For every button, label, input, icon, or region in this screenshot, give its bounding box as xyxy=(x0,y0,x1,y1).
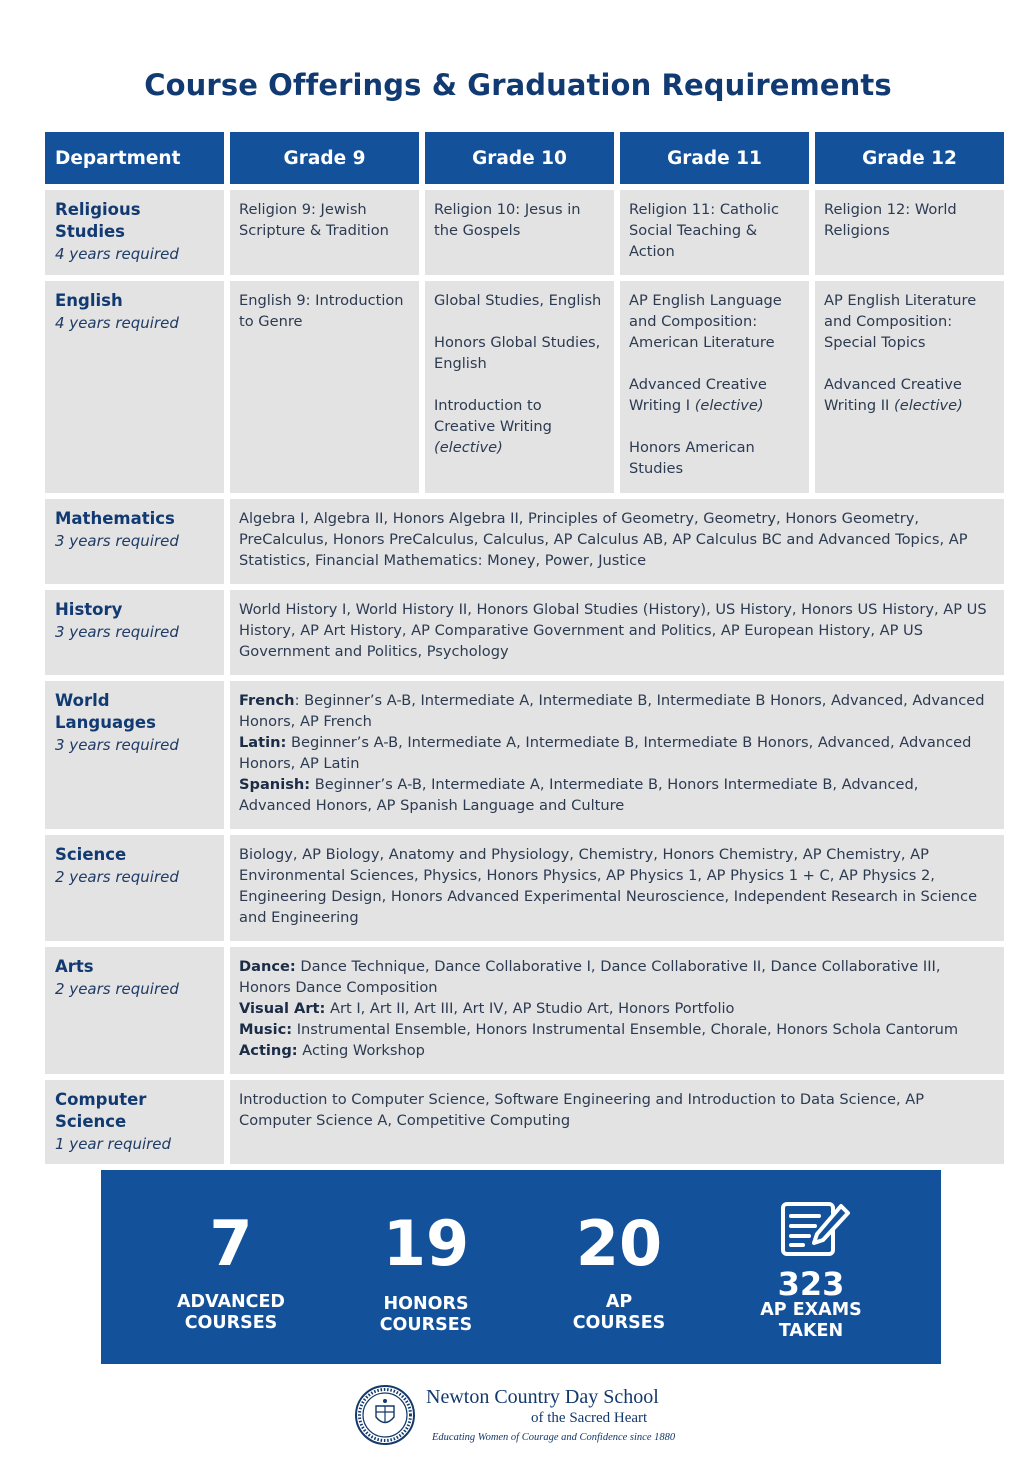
stat-label-line: COURSES xyxy=(572,1313,666,1333)
courses-cell xyxy=(230,681,1004,829)
header-grade-12: Grade 12 xyxy=(815,132,1004,184)
elective-note: (elective) xyxy=(434,439,503,456)
row-world-languages xyxy=(45,681,1004,829)
stat-number: 323 xyxy=(777,1265,845,1303)
dept-requirement: 1 year required xyxy=(55,1135,172,1153)
courses-cell: Biology, AP Biology, Anatomy and Physiology, Chemistry, Honors Chemistry, AP Chemistry, AP Environmental Sciences, Physics, Honors Physics, AP Physics 1, AP Physics 1 + C, AP Physics 2, Engineering Design, Honors Advanced Experimental Neuroscience, Independent Research in Science and Engineering xyxy=(230,835,1004,941)
row-computer-science xyxy=(45,1080,1004,1164)
arts-courses: Art I, Art II, Art III, Art IV, AP Studio Art, Honors Portfolio xyxy=(325,1000,735,1017)
dept-requirement: 3 years required xyxy=(55,736,179,754)
dept-name: Arts xyxy=(55,957,94,976)
grade-11-cell xyxy=(620,281,809,493)
dept-name: English xyxy=(55,291,123,310)
arts-label: Dance: xyxy=(239,958,296,975)
grade-12-cell xyxy=(815,281,1004,493)
arts-entry xyxy=(239,1040,995,1061)
dept-requirement: 3 years required xyxy=(55,623,179,641)
dept-name: History xyxy=(55,600,123,619)
course-entry: Introduction to Creative Writing xyxy=(434,397,552,435)
courses-cell: World History I, World History II, Honors Global Studies (History), US History, Honors US History, AP US History, AP Art History, AP Comparative Government and Politics, AP European History, AP US Government and Politics, Psychology xyxy=(230,590,1004,675)
grade-10-cell: Religion 10: Jesus in the Gospels xyxy=(425,190,614,275)
language-entry xyxy=(239,690,995,732)
course-name: Advanced Creative Writing II xyxy=(824,376,962,414)
course-entry: Honors Global Studies, English xyxy=(434,334,601,372)
dept-requirement: 2 years required xyxy=(55,980,179,998)
dept-cell xyxy=(45,947,224,1074)
language-label: French xyxy=(239,692,295,709)
stat-label xyxy=(331,1294,521,1336)
dept-cell xyxy=(45,499,224,584)
arts-courses: Acting Workshop xyxy=(297,1042,425,1059)
stat-label-line: HONORS xyxy=(383,1294,469,1314)
course-entry xyxy=(824,374,995,416)
header-grade-11: Grade 11 xyxy=(620,132,809,184)
dept-name: Religious Studies xyxy=(55,200,141,241)
language-courses: Beginner’s A-B, Intermediate A, Intermediate B, Intermediate B Honors, Advanced, Advanced Honors, AP Latin xyxy=(239,734,972,772)
courses-cell: Introduction to Computer Science, Software Engineering and Introduction to Data Science, AP Computer Science A, Competitive Computing xyxy=(230,1080,1004,1164)
header-department: Department xyxy=(45,132,224,184)
course-entry xyxy=(629,374,800,416)
grade-11-cell: Religion 11: Catholic Social Teaching & Action xyxy=(620,190,809,275)
grade-12-cell: Religion 12: World Religions xyxy=(815,190,1004,275)
dept-cell xyxy=(45,835,224,941)
arts-courses: Instrumental Ensemble, Honors Instrumental Ensemble, Chorale, Honors Schola Cantorum xyxy=(292,1021,959,1038)
header-grade-10: Grade 10 xyxy=(425,132,614,184)
dept-name: Computer Science xyxy=(55,1090,147,1131)
arts-label: Visual Art: xyxy=(239,1000,326,1017)
dept-cell xyxy=(45,281,224,493)
language-entry xyxy=(239,774,995,816)
stat-label-line: TAKEN xyxy=(778,1321,844,1341)
elective-note: (elective) xyxy=(694,397,764,414)
course-table xyxy=(39,126,1010,1170)
course-entry: Global Studies, English xyxy=(434,292,602,309)
school-subname: of the Sacred Heart xyxy=(531,1410,648,1426)
dept-requirement: 4 years required xyxy=(55,245,179,263)
row-history xyxy=(45,590,1004,675)
stat-label-line: ADVANCED xyxy=(177,1292,285,1312)
header-row xyxy=(45,132,1004,184)
grade-9-cell: Religion 9: Jewish Scripture & Tradition xyxy=(230,190,419,275)
dept-requirement: 4 years required xyxy=(55,314,179,332)
stat-label xyxy=(716,1300,906,1342)
language-label: Spanish: xyxy=(239,776,311,793)
stats-banner xyxy=(101,1170,941,1364)
header-grade-9: Grade 9 xyxy=(230,132,419,184)
arts-entry xyxy=(239,1019,995,1040)
school-seal-icon xyxy=(354,1384,416,1446)
row-science xyxy=(45,835,1004,941)
arts-entry xyxy=(239,998,995,1019)
courses-cell: Algebra I, Algebra II, Honors Algebra II, Principles of Geometry, Geometry, Honors Geometry, PreCalculus, Honors PreCalculus, Calculus, AP Calculus AB, AP Calculus BC and Advanced Topics, AP Statistics, Financial Mathematics: Money, Power, Justice xyxy=(230,499,1004,584)
school-tagline: Educating Women of Courage and Confidence since 1880 xyxy=(432,1432,676,1443)
stat-number: 7 xyxy=(209,1207,253,1280)
language-entry xyxy=(239,732,995,774)
arts-label: Music: xyxy=(239,1021,293,1038)
arts-entry xyxy=(239,956,995,998)
grade-10-cell xyxy=(425,281,614,493)
course-name: Advanced Creative Writing I xyxy=(629,376,767,414)
grade-9-cell: English 9: Introduction to Genre xyxy=(230,281,419,493)
stat-label xyxy=(524,1292,714,1334)
language-label: Latin: xyxy=(239,734,287,751)
dept-cell xyxy=(45,190,224,275)
stat-number: 19 xyxy=(382,1207,470,1280)
dept-requirement: 2 years required xyxy=(55,868,179,886)
dept-name: Science xyxy=(55,845,127,864)
language-courses: Beginner’s A-B, Intermediate A, Intermediate B, Honors Intermediate B, Advanced, Advanced Honors, AP Spanish Language and Culture xyxy=(239,776,919,814)
stat-label-line: AP EXAMS xyxy=(760,1300,862,1320)
stat-label xyxy=(136,1292,326,1334)
language-courses: : Beginner’s A-B, Intermediate A, Intermediate B, Intermediate B Honors, Advanced, Advanced Honors, AP French xyxy=(239,692,985,730)
arts-courses: Dance Technique, Dance Collaborative I, Dance Collaborative II, Dance Collaborative III, Honors Dance Composition xyxy=(239,958,941,996)
school-name: Newton Country Day School xyxy=(426,1386,659,1408)
stat-number: 20 xyxy=(575,1207,663,1280)
dept-requirement: 3 years required xyxy=(55,532,179,550)
row-arts xyxy=(45,947,1004,1074)
row-english xyxy=(45,281,1004,493)
page-title: Course Offerings & Graduation Requirements xyxy=(144,68,892,102)
stat-label-line: COURSES xyxy=(184,1313,278,1333)
dept-cell xyxy=(45,681,224,829)
dept-name: World Languages xyxy=(55,691,156,732)
school-name-block xyxy=(426,1386,675,1446)
course-entry: AP English Language and Composition: American Literature xyxy=(629,292,782,351)
dept-name: Mathematics xyxy=(55,509,175,528)
courses-cell xyxy=(230,947,1004,1074)
stat-label-line: COURSES xyxy=(379,1315,473,1335)
course-entry: AP English Literature and Composition: Special Topics xyxy=(824,292,977,351)
dept-cell xyxy=(45,1080,224,1164)
exam-checklist-pencil-icon xyxy=(779,1200,851,1260)
arts-label: Acting: xyxy=(239,1042,298,1059)
course-entry: Honors American Studies xyxy=(629,439,755,477)
dept-cell xyxy=(45,590,224,675)
row-mathematics xyxy=(45,499,1004,584)
stat-label-line: AP xyxy=(605,1292,633,1312)
elective-note: (elective) xyxy=(894,397,963,414)
row-religious-studies xyxy=(45,190,1004,275)
